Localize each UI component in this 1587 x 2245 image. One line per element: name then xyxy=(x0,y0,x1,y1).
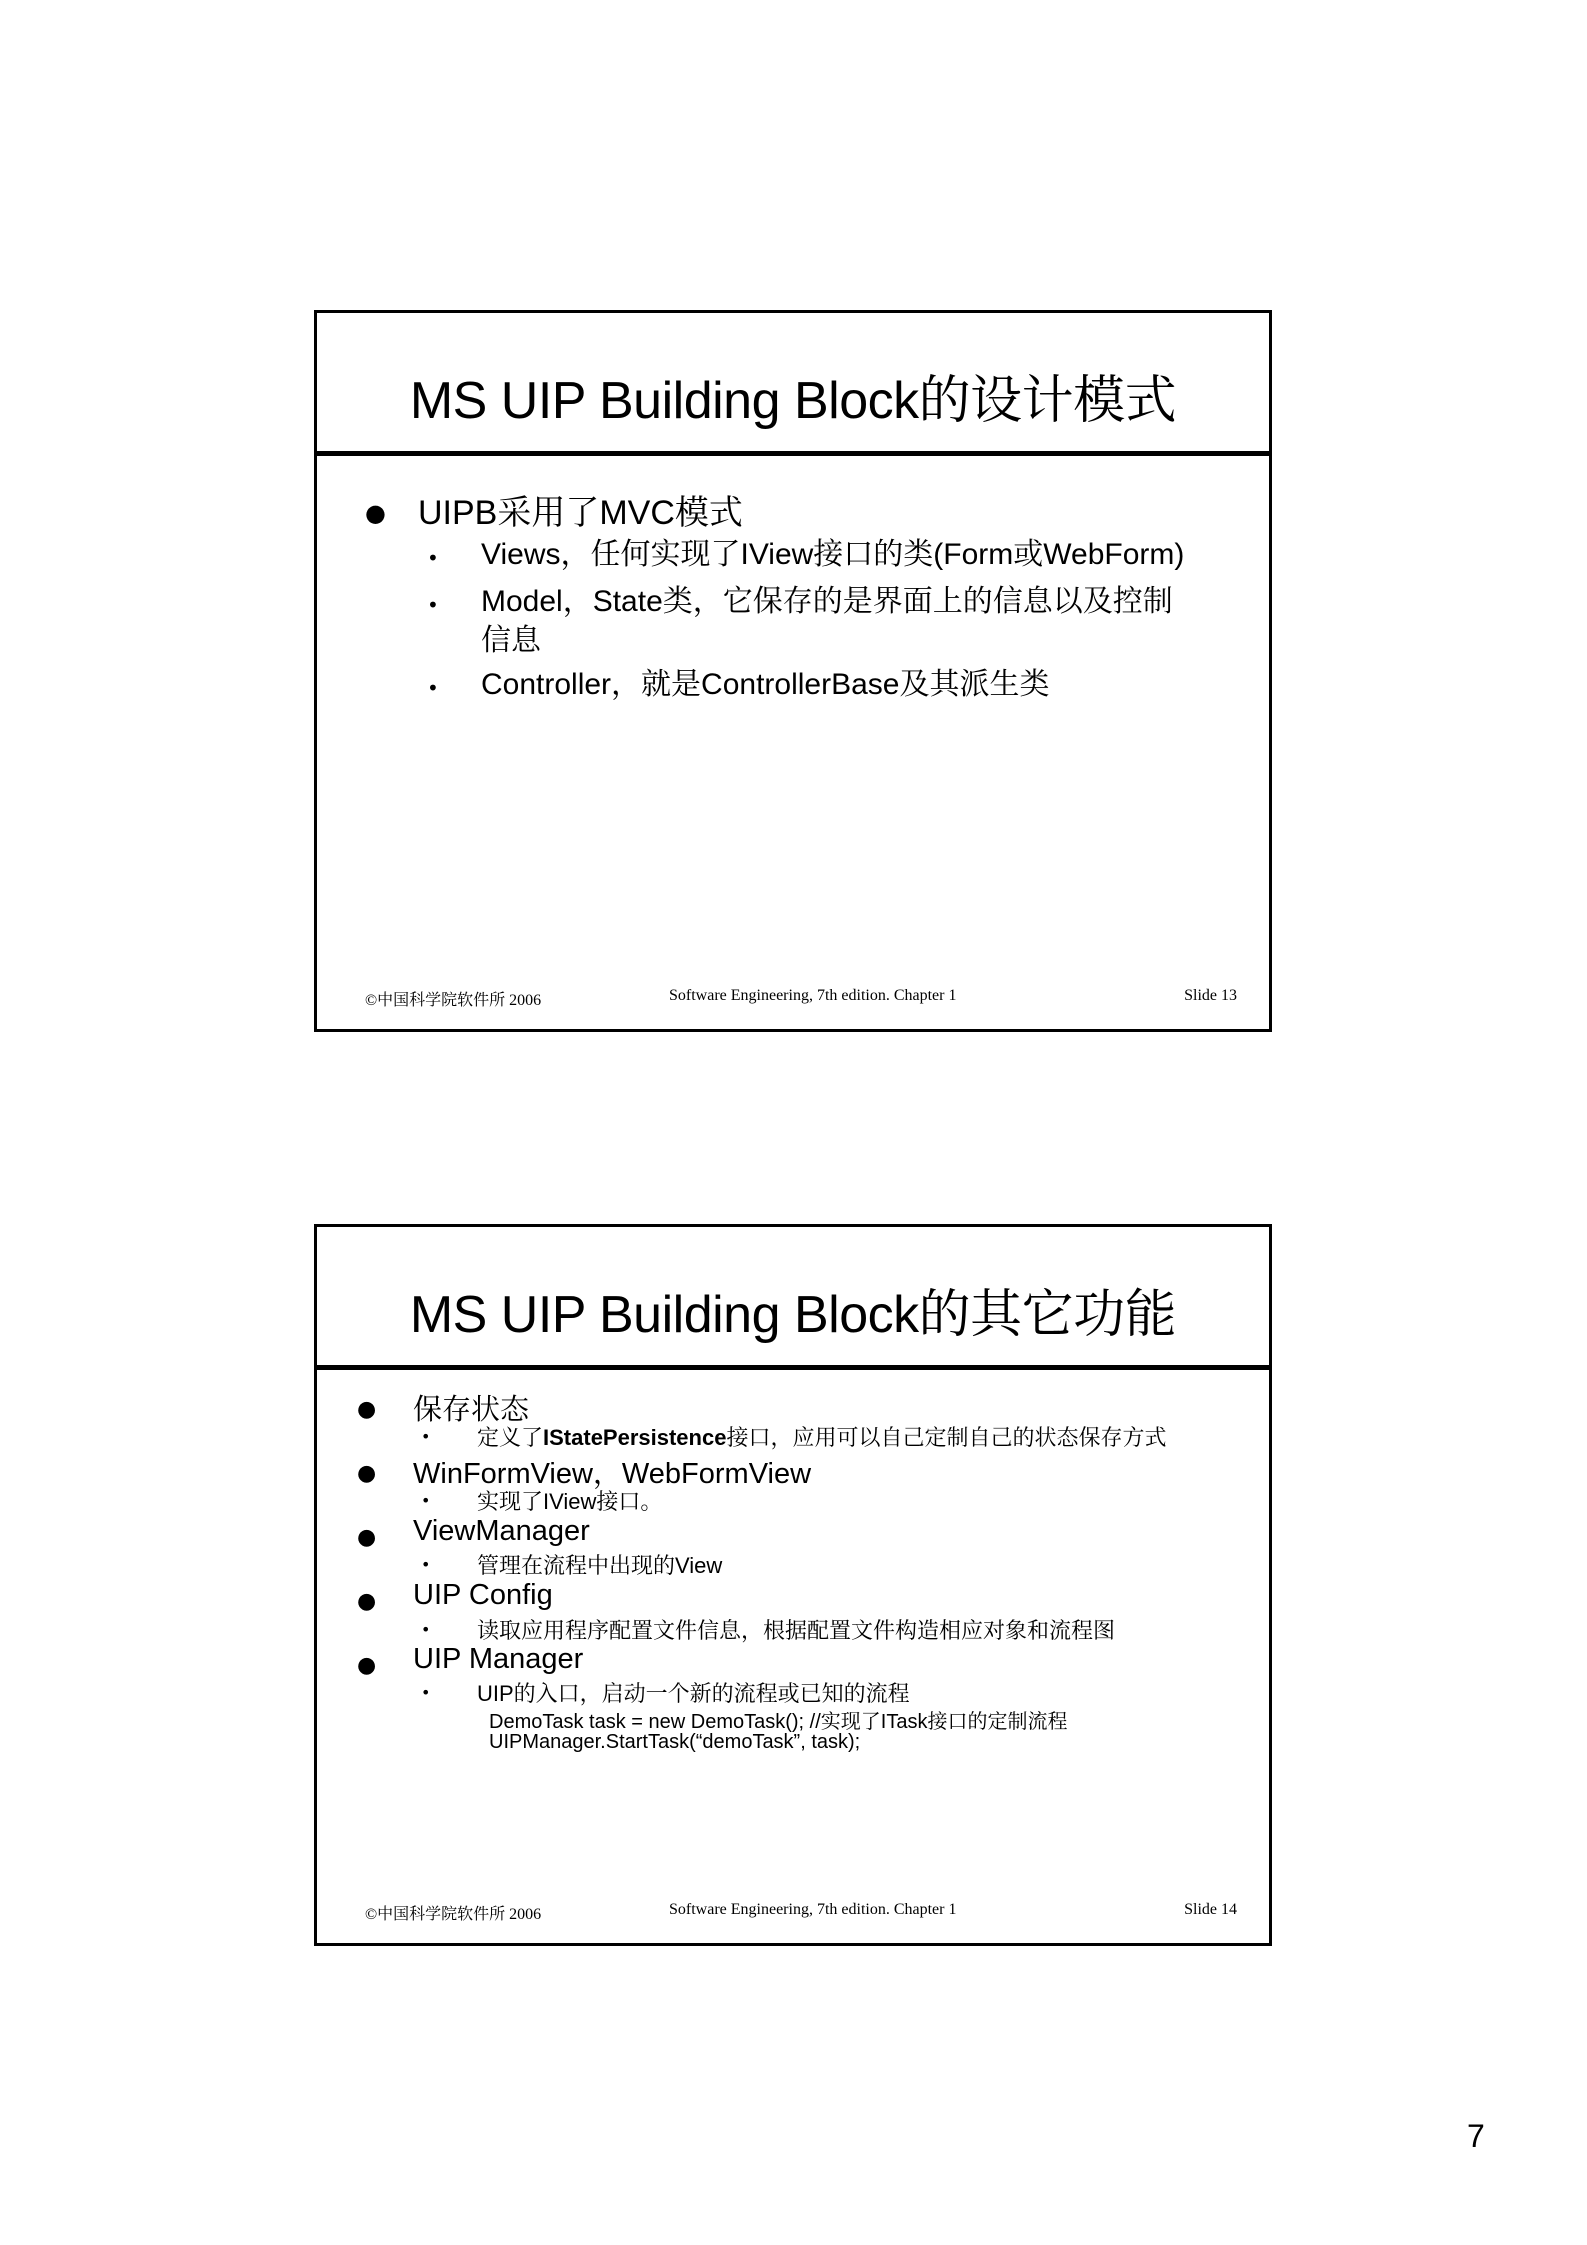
sub-bullet-text: 实现了IView接口。 xyxy=(477,1489,663,1514)
sub-bullet-icon: • xyxy=(427,546,439,570)
footer-slide-number: Slide 14 xyxy=(1184,1901,1237,1918)
slide-footer xyxy=(317,987,1269,1011)
code-line: DemoTask task = new DemoTask(); //实现了ITask接口的定制流程 xyxy=(489,1711,1068,1733)
slide-title xyxy=(317,1227,1269,1370)
sub-bullet-text-continued: 信息 xyxy=(481,624,541,657)
slide-title-text: MS UIP Building Block的设计模式 xyxy=(409,372,1177,430)
bullet-icon: ● xyxy=(357,1461,377,1486)
sub-bullet-icon: • xyxy=(427,676,439,700)
sub-bullet-text: UIP的入口，启动一个新的流程或已知的流程 xyxy=(477,1681,910,1706)
bullet-icon: ● xyxy=(357,1653,377,1678)
page-number: 7 xyxy=(1467,2118,1485,2154)
sub-bullet-text: 定义了IStatePersistence接口，应用可以自己定制自己的状态保存方式 xyxy=(477,1425,1167,1450)
bullet-text: UIP Config xyxy=(413,1579,553,1611)
code-line: UIPManager.StartTask(“demoTask”, task); xyxy=(489,1731,861,1753)
sub-bullet-icon: • xyxy=(421,1620,431,1639)
bullet-text: UIP Manager xyxy=(413,1643,584,1675)
footer-copyright: ©中国科学院软件所 2006 xyxy=(365,1906,542,1923)
bullet-icon: ● xyxy=(357,1589,377,1614)
bullet-text: WinFormView，WebFormView xyxy=(413,1458,812,1490)
sub-bullet-icon: • xyxy=(421,1555,431,1574)
slide-footer xyxy=(317,1901,1269,1925)
bullet-icon: ● xyxy=(365,499,386,527)
bullet-icon: ● xyxy=(357,1397,377,1422)
slide-title xyxy=(317,313,1269,456)
sub-bullet-text: Model，State类，它保存的是界面上的信息以及控制 xyxy=(481,585,1173,618)
bullet-icon: ● xyxy=(357,1525,377,1550)
footer-course: Software Engineering, 7th edition. Chapter 1 xyxy=(669,987,957,1004)
footer-slide-number: Slide 13 xyxy=(1184,987,1237,1004)
bullet-text: ViewManager xyxy=(413,1515,590,1547)
sub-bullet-icon: • xyxy=(421,1427,431,1446)
slide-13 xyxy=(314,310,1272,1032)
sub-bullet-icon: • xyxy=(427,593,439,617)
interface-name: IStatePersistence xyxy=(543,1425,727,1450)
slide-14 xyxy=(314,1224,1272,1946)
bullet-text: 保存状态 xyxy=(413,1394,530,1426)
sub-bullet-icon: • xyxy=(421,1491,431,1510)
footer-copyright: ©中国科学院软件所 2006 xyxy=(365,992,542,1009)
sub-bullet-text: Views，任何实现了IView接口的类(Form或WebForm) xyxy=(481,538,1185,571)
sub-bullet-text: 管理在流程中出现的View xyxy=(477,1553,723,1578)
sub-bullet-icon: • xyxy=(421,1683,431,1702)
slide-title-text: MS UIP Building Block的其它功能 xyxy=(409,1286,1177,1344)
bullet-text: UIPB采用了MVC模式 xyxy=(418,494,743,532)
footer-course: Software Engineering, 7th edition. Chapter 1 xyxy=(669,1901,957,1918)
sub-bullet-text: Controller，就是ControllerBase及其派生类 xyxy=(481,668,1050,701)
sub-bullet-text: 读取应用程序配置文件信息，根据配置文件构造相应对象和流程图 xyxy=(477,1618,1116,1643)
